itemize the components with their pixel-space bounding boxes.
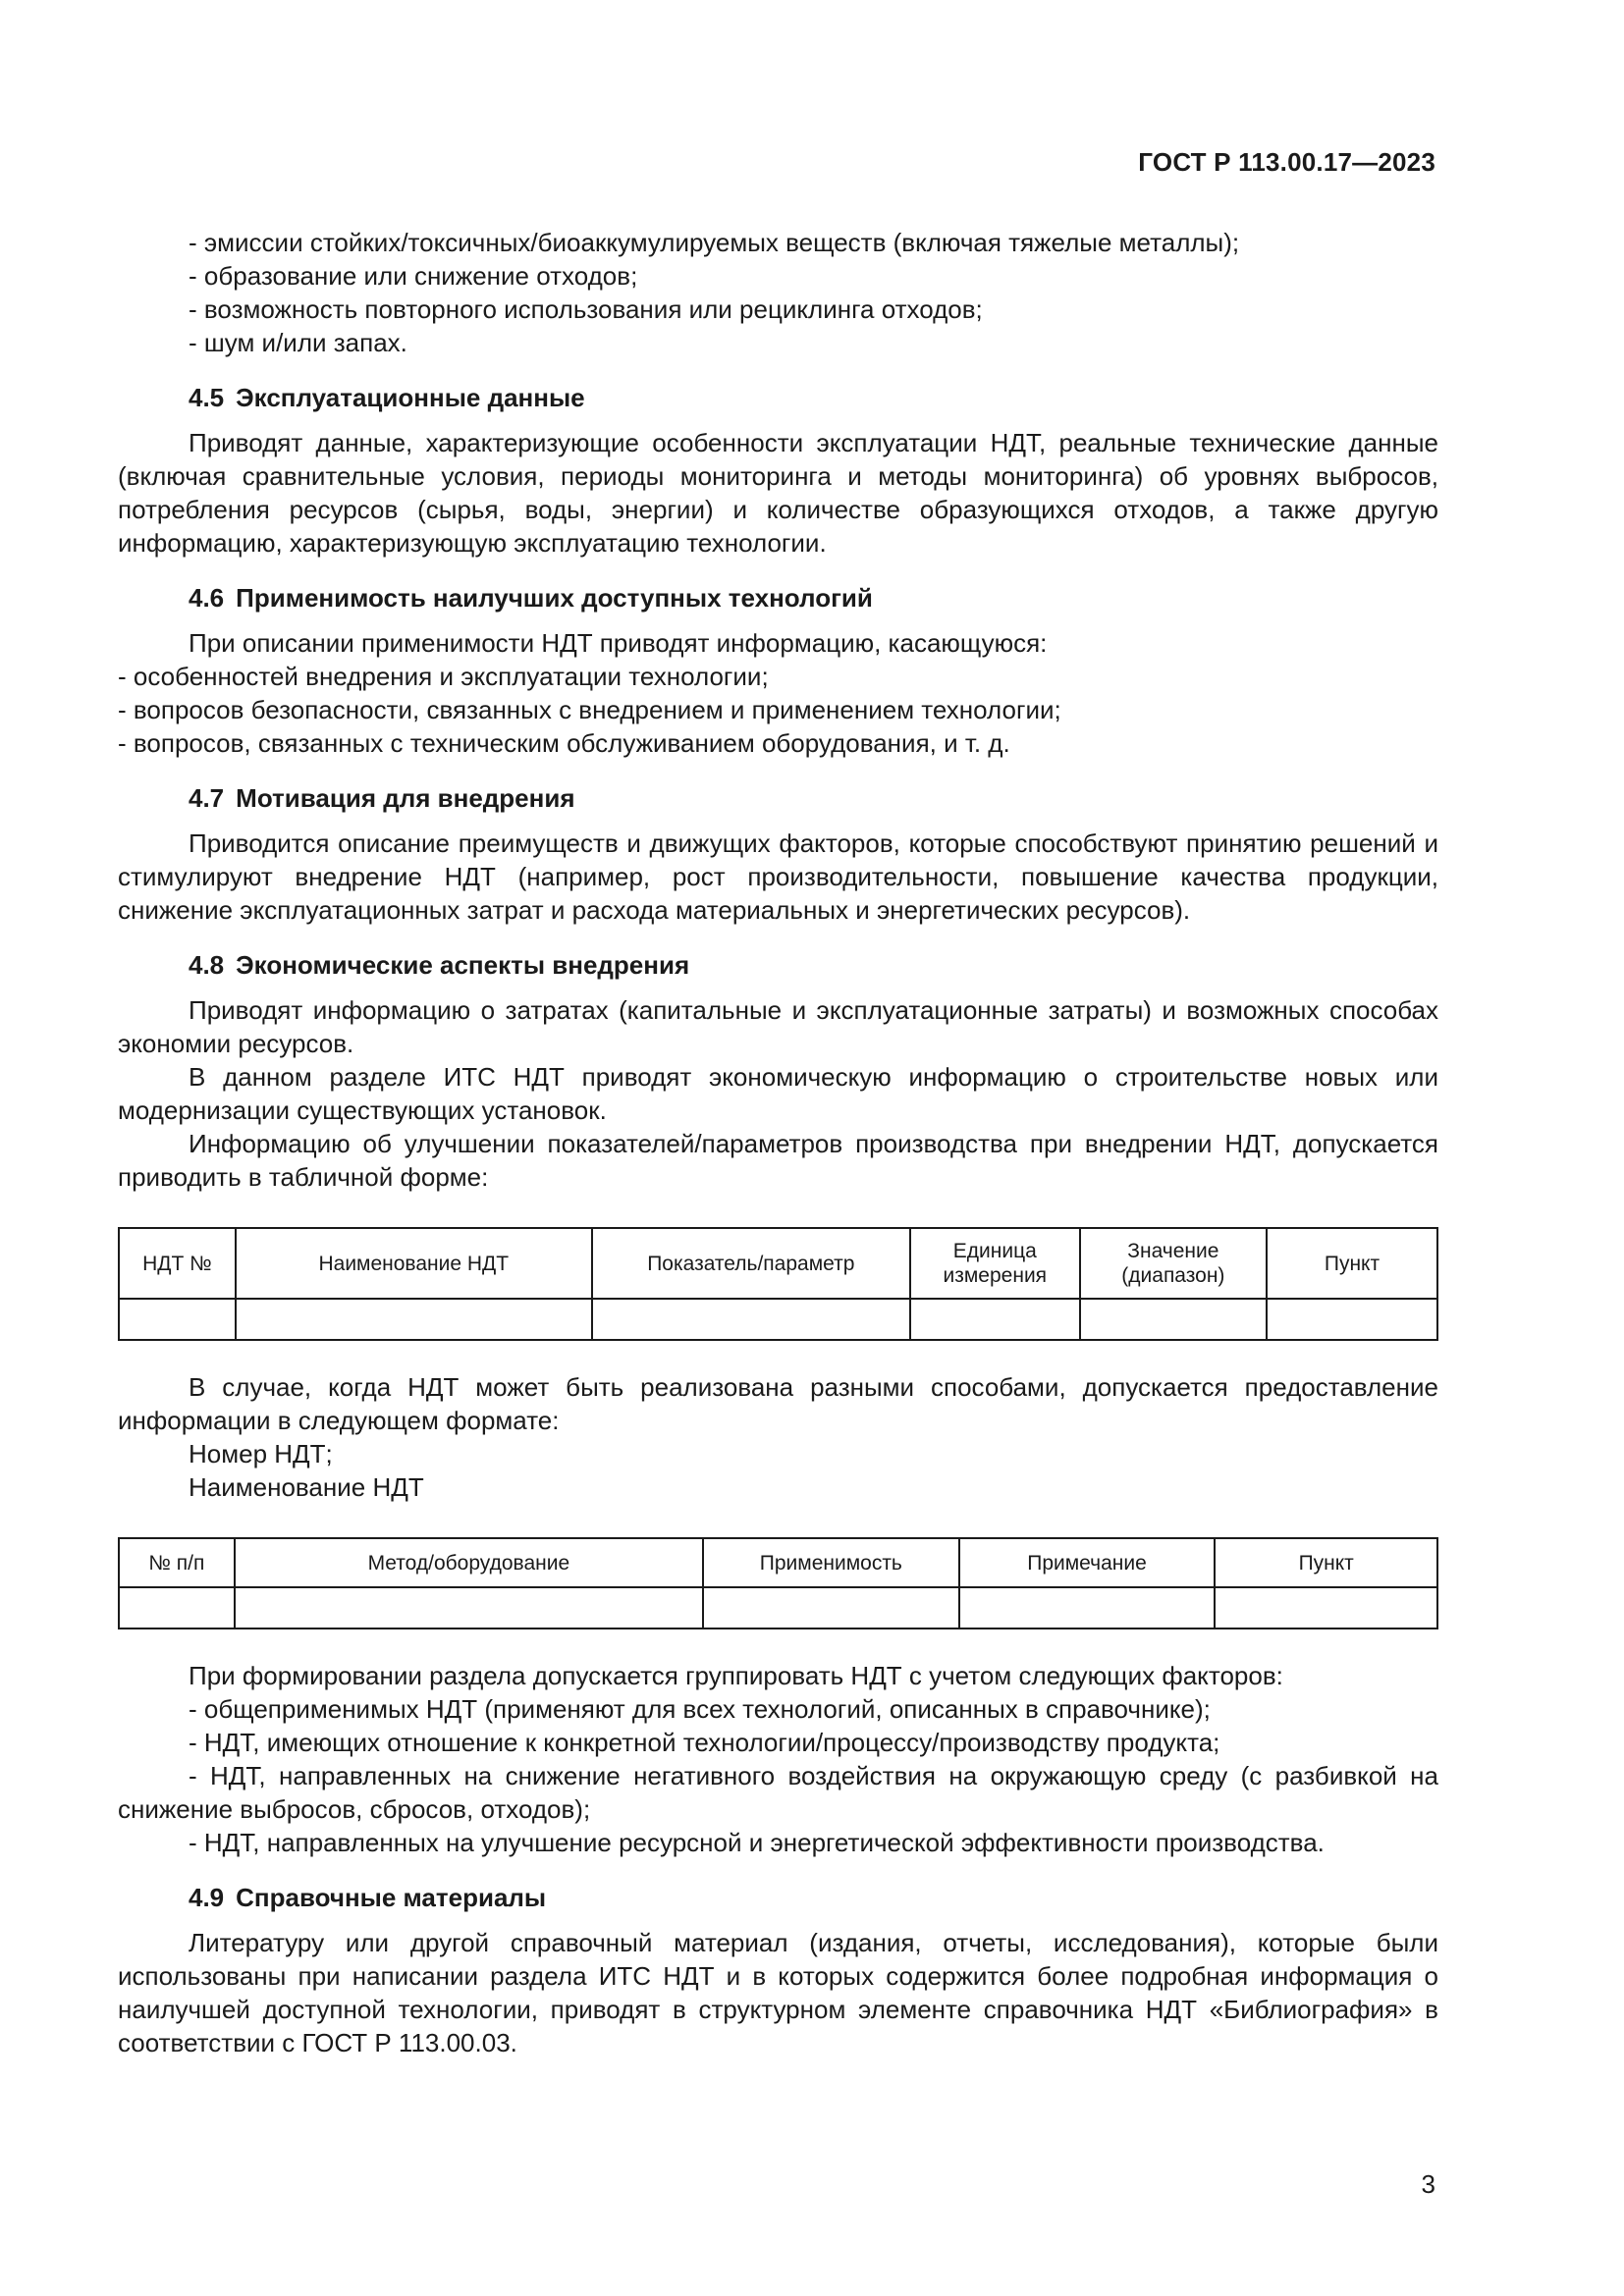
section-heading-4-8 bbox=[118, 948, 1438, 982]
table-header-cell: Наименование НДТ bbox=[236, 1228, 592, 1299]
section-title: Экономические аспекты внедрения bbox=[236, 950, 690, 980]
table-cell bbox=[592, 1299, 910, 1340]
list-item: - шум и/или запах. bbox=[189, 328, 407, 357]
section-heading-4-9 bbox=[118, 1881, 1438, 1914]
section-number: 4.5 bbox=[189, 383, 225, 412]
section-number: 4.8 bbox=[189, 950, 225, 980]
section-number: 4.7 bbox=[189, 783, 225, 813]
table-cell bbox=[703, 1587, 959, 1629]
paragraph: Приводится описание преимуществ и движущих факторов, которые способствуют принятию решений и стимулируют внедрение НДТ (например, рост производительности, повышение качества продукции, снижение эксплуатационных затрат и расхода материальных и энергетических ресурсов). bbox=[118, 828, 1438, 925]
table-cell bbox=[236, 1299, 592, 1340]
table-header-cell: № п/п bbox=[119, 1538, 235, 1587]
table-cell bbox=[1215, 1587, 1437, 1629]
list-item: - особенностей внедрения и эксплуатации технологии; bbox=[118, 662, 769, 691]
table-row bbox=[119, 1587, 1437, 1629]
list-item: - эмиссии стойких/токсичных/биоаккумулируемых веществ (включая тяжелые металлы); bbox=[189, 228, 1240, 257]
table-header-cell: Значение (диапазон) bbox=[1080, 1228, 1267, 1299]
table-header-cell: Примечание bbox=[959, 1538, 1216, 1587]
section-heading-4-5 bbox=[118, 381, 1438, 414]
list-item: - НДТ, имеющих отношение к конкретной технологии/процессу/производству продукта; bbox=[189, 1728, 1220, 1757]
table-cell bbox=[959, 1587, 1216, 1629]
table-header-cell: Единица измерения bbox=[910, 1228, 1080, 1299]
table-header-cell: Метод/оборудование bbox=[235, 1538, 703, 1587]
table-header-row bbox=[119, 1538, 1437, 1587]
page-number: 3 bbox=[1421, 2169, 1435, 2199]
document-body bbox=[118, 226, 1438, 2059]
table-cell bbox=[910, 1299, 1080, 1340]
intro-list bbox=[118, 226, 1438, 359]
section-heading-4-6 bbox=[118, 581, 1438, 614]
format-line: Номер НДТ; bbox=[189, 1439, 333, 1468]
paragraph: Приводят информацию о затратах (капитальные и эксплуатационные затраты) и возможных способах экономии ресурсов. bbox=[118, 995, 1438, 1058]
section-title: Эксплуатационные данные bbox=[236, 383, 585, 412]
table-header-row bbox=[119, 1228, 1437, 1299]
paragraph: При формировании раздела допускается группировать НДТ с учетом следующих факторов: bbox=[189, 1661, 1283, 1690]
table-cell bbox=[1267, 1299, 1437, 1340]
table-cell bbox=[119, 1299, 236, 1340]
format-line: Наименование НДТ bbox=[189, 1472, 424, 1502]
table-cell bbox=[1080, 1299, 1267, 1340]
table-row bbox=[119, 1299, 1437, 1340]
paragraph: Литературу или другой справочный материал (издания, отчеты, исследования), которые были использованы при написании раздела ИТС НДТ и в которых содержится более подробная информация о наилучшей доступной технологии, приводят в структурном элементе справочника НДТ «Библиография» в соответствии с ГОСТ Р 113.00.03. bbox=[118, 1928, 1438, 2057]
section-title: Справочные материалы bbox=[236, 1883, 547, 1912]
paragraph: При описании применимости НДТ приводят информацию, касающуюся: bbox=[189, 628, 1048, 658]
section-number: 4.6 bbox=[189, 583, 225, 613]
section-title: Мотивация для внедрения bbox=[236, 783, 575, 813]
table-header-cell: Применимость bbox=[703, 1538, 959, 1587]
list-item: - образование или снижение отходов; bbox=[189, 261, 638, 291]
list-item: - вопросов безопасности, связанных с внедрением и применением технологии; bbox=[118, 695, 1061, 724]
table-header-cell: НДТ № bbox=[119, 1228, 236, 1299]
list-item: - общеприменимых НДТ (применяют для всех технологий, описанных в справочнике); bbox=[189, 1694, 1211, 1724]
table-cell bbox=[235, 1587, 703, 1629]
list-item: - НДТ, направленных на улучшение ресурсной и энергетической эффективности производства. bbox=[189, 1828, 1325, 1857]
standard-designation: ГОСТ Р 113.00.17—2023 bbox=[1138, 147, 1435, 177]
paragraph: В данном разделе ИТС НДТ приводят экономическую информацию о строительстве новых или модернизации существующих установок. bbox=[118, 1062, 1438, 1125]
paragraph: Информацию об улучшении показателей/параметров производства при внедрении НДТ, допускается приводить в табличной форме: bbox=[118, 1129, 1438, 1192]
list-item: - НДТ, направленных на снижение негативного воздействия на окружающую среду (с разбивкой на снижение выбросов, сбросов, отходов); bbox=[118, 1761, 1438, 1824]
table-header-cell: Пункт bbox=[1267, 1228, 1437, 1299]
ndt-parameters-table bbox=[118, 1227, 1438, 1341]
paragraph: В случае, когда НДТ может быть реализована разными способами, допускается предоставление информации в следующем формате: bbox=[118, 1372, 1438, 1435]
table-cell bbox=[119, 1587, 235, 1629]
list-item: - возможность повторного использования или рециклинга отходов; bbox=[189, 294, 983, 324]
list-item: - вопросов, связанных с техническим обслуживанием оборудования, и т. д. bbox=[118, 728, 1010, 758]
ndt-methods-table bbox=[118, 1537, 1438, 1629]
table-header-cell: Показатель/параметр bbox=[592, 1228, 910, 1299]
table-header-cell: Пункт bbox=[1215, 1538, 1437, 1587]
section-heading-4-7 bbox=[118, 781, 1438, 815]
paragraph: Приводят данные, характеризующие особенности эксплуатации НДТ, реальные технические данные (включая сравнительные условия, периоды мониторинга и методы мониторинга) об уровнях выбросов, потребления ресурсов (сырья, воды, энергии) и количестве образующихся отходов, а также другую информацию, характеризующую эксплуатацию технологии. bbox=[118, 428, 1438, 558]
section-title: Применимость наилучших доступных технологий bbox=[236, 583, 873, 613]
section-number: 4.9 bbox=[189, 1883, 225, 1912]
